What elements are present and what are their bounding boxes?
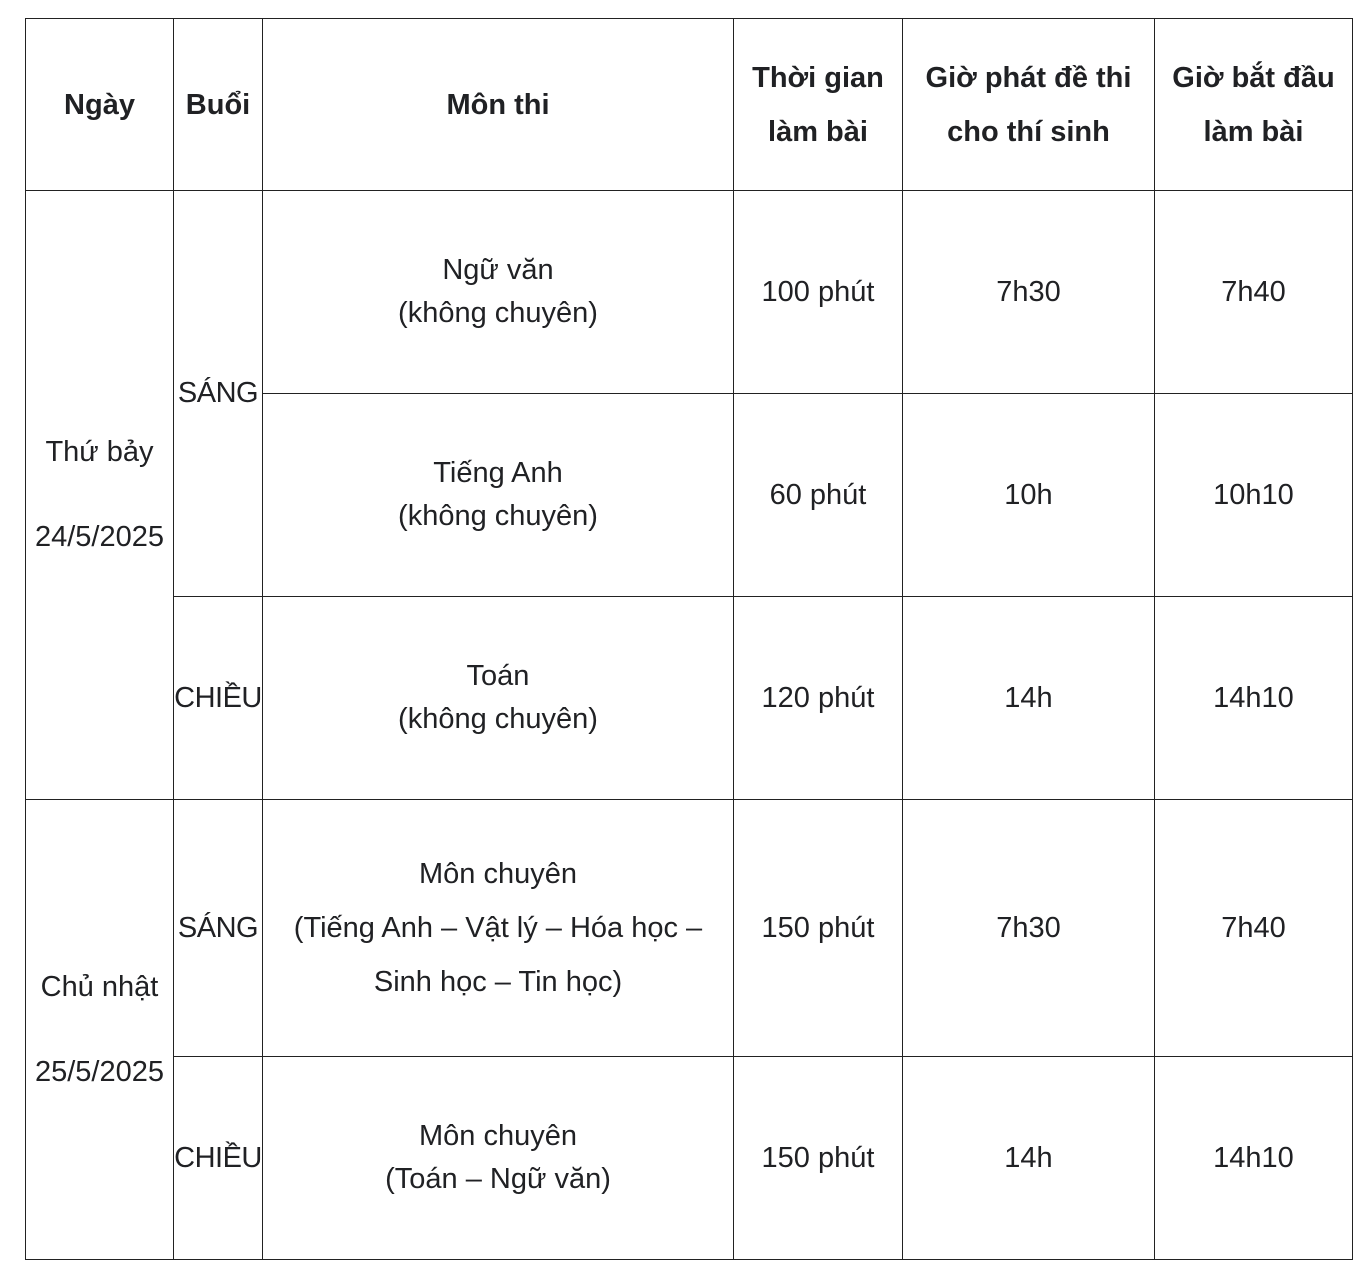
table-row: [26, 191, 1353, 394]
header-start-time: Giờ bắt đầu làm bài: [1155, 19, 1353, 191]
distribute-time-cell: 14h: [903, 597, 1155, 800]
subject-cell: Tiếng Anh (không chuyên): [263, 394, 734, 597]
day-cell-sunday: Chủ nhật 25/5/2025: [26, 800, 174, 1260]
distribute-time-cell: 7h30: [903, 191, 1155, 394]
duration-cell: 60 phút: [734, 394, 903, 597]
header-subject: Môn thi: [263, 19, 734, 191]
duration-cell: 100 phút: [734, 191, 903, 394]
table-row: [26, 800, 1353, 1057]
header-session: Buổi: [174, 19, 263, 191]
session-cell-morning: SÁNG: [174, 800, 263, 1057]
duration-cell: 120 phút: [734, 597, 903, 800]
header-distribute-time: Giờ phát đề thi cho thí sinh: [903, 19, 1155, 191]
subject-cell: Ngữ văn (không chuyên): [263, 191, 734, 394]
start-time-cell: 14h10: [1155, 597, 1353, 800]
subject-cell: Toán (không chuyên): [263, 597, 734, 800]
header-duration: Thời gian làm bài: [734, 19, 903, 191]
distribute-time-cell: 7h30: [903, 800, 1155, 1057]
exam-schedule-table: [25, 18, 1353, 1260]
header-row: [26, 19, 1353, 191]
start-time-cell: 14h10: [1155, 1057, 1353, 1260]
distribute-time-cell: 14h: [903, 1057, 1155, 1260]
distribute-time-cell: 10h: [903, 394, 1155, 597]
session-cell-afternoon: CHIỀU: [174, 597, 263, 800]
session-cell-afternoon: CHIỀU: [174, 1057, 263, 1260]
session-cell-morning: SÁNG: [174, 191, 263, 597]
duration-cell: 150 phút: [734, 800, 903, 1057]
table-row: [26, 597, 1353, 800]
table-row: [26, 1057, 1353, 1260]
subject-cell: Môn chuyên (Toán – Ngữ văn): [263, 1057, 734, 1260]
header-day: Ngày: [26, 19, 174, 191]
start-time-cell: 7h40: [1155, 800, 1353, 1057]
subject-cell: Môn chuyên (Tiếng Anh – Vật lý – Hóa học – Sinh học – Tin học): [263, 800, 734, 1057]
duration-cell: 150 phút: [734, 1057, 903, 1260]
start-time-cell: 10h10: [1155, 394, 1353, 597]
day-cell-saturday: Thứ bảy 24/5/2025: [26, 191, 174, 800]
start-time-cell: 7h40: [1155, 191, 1353, 394]
